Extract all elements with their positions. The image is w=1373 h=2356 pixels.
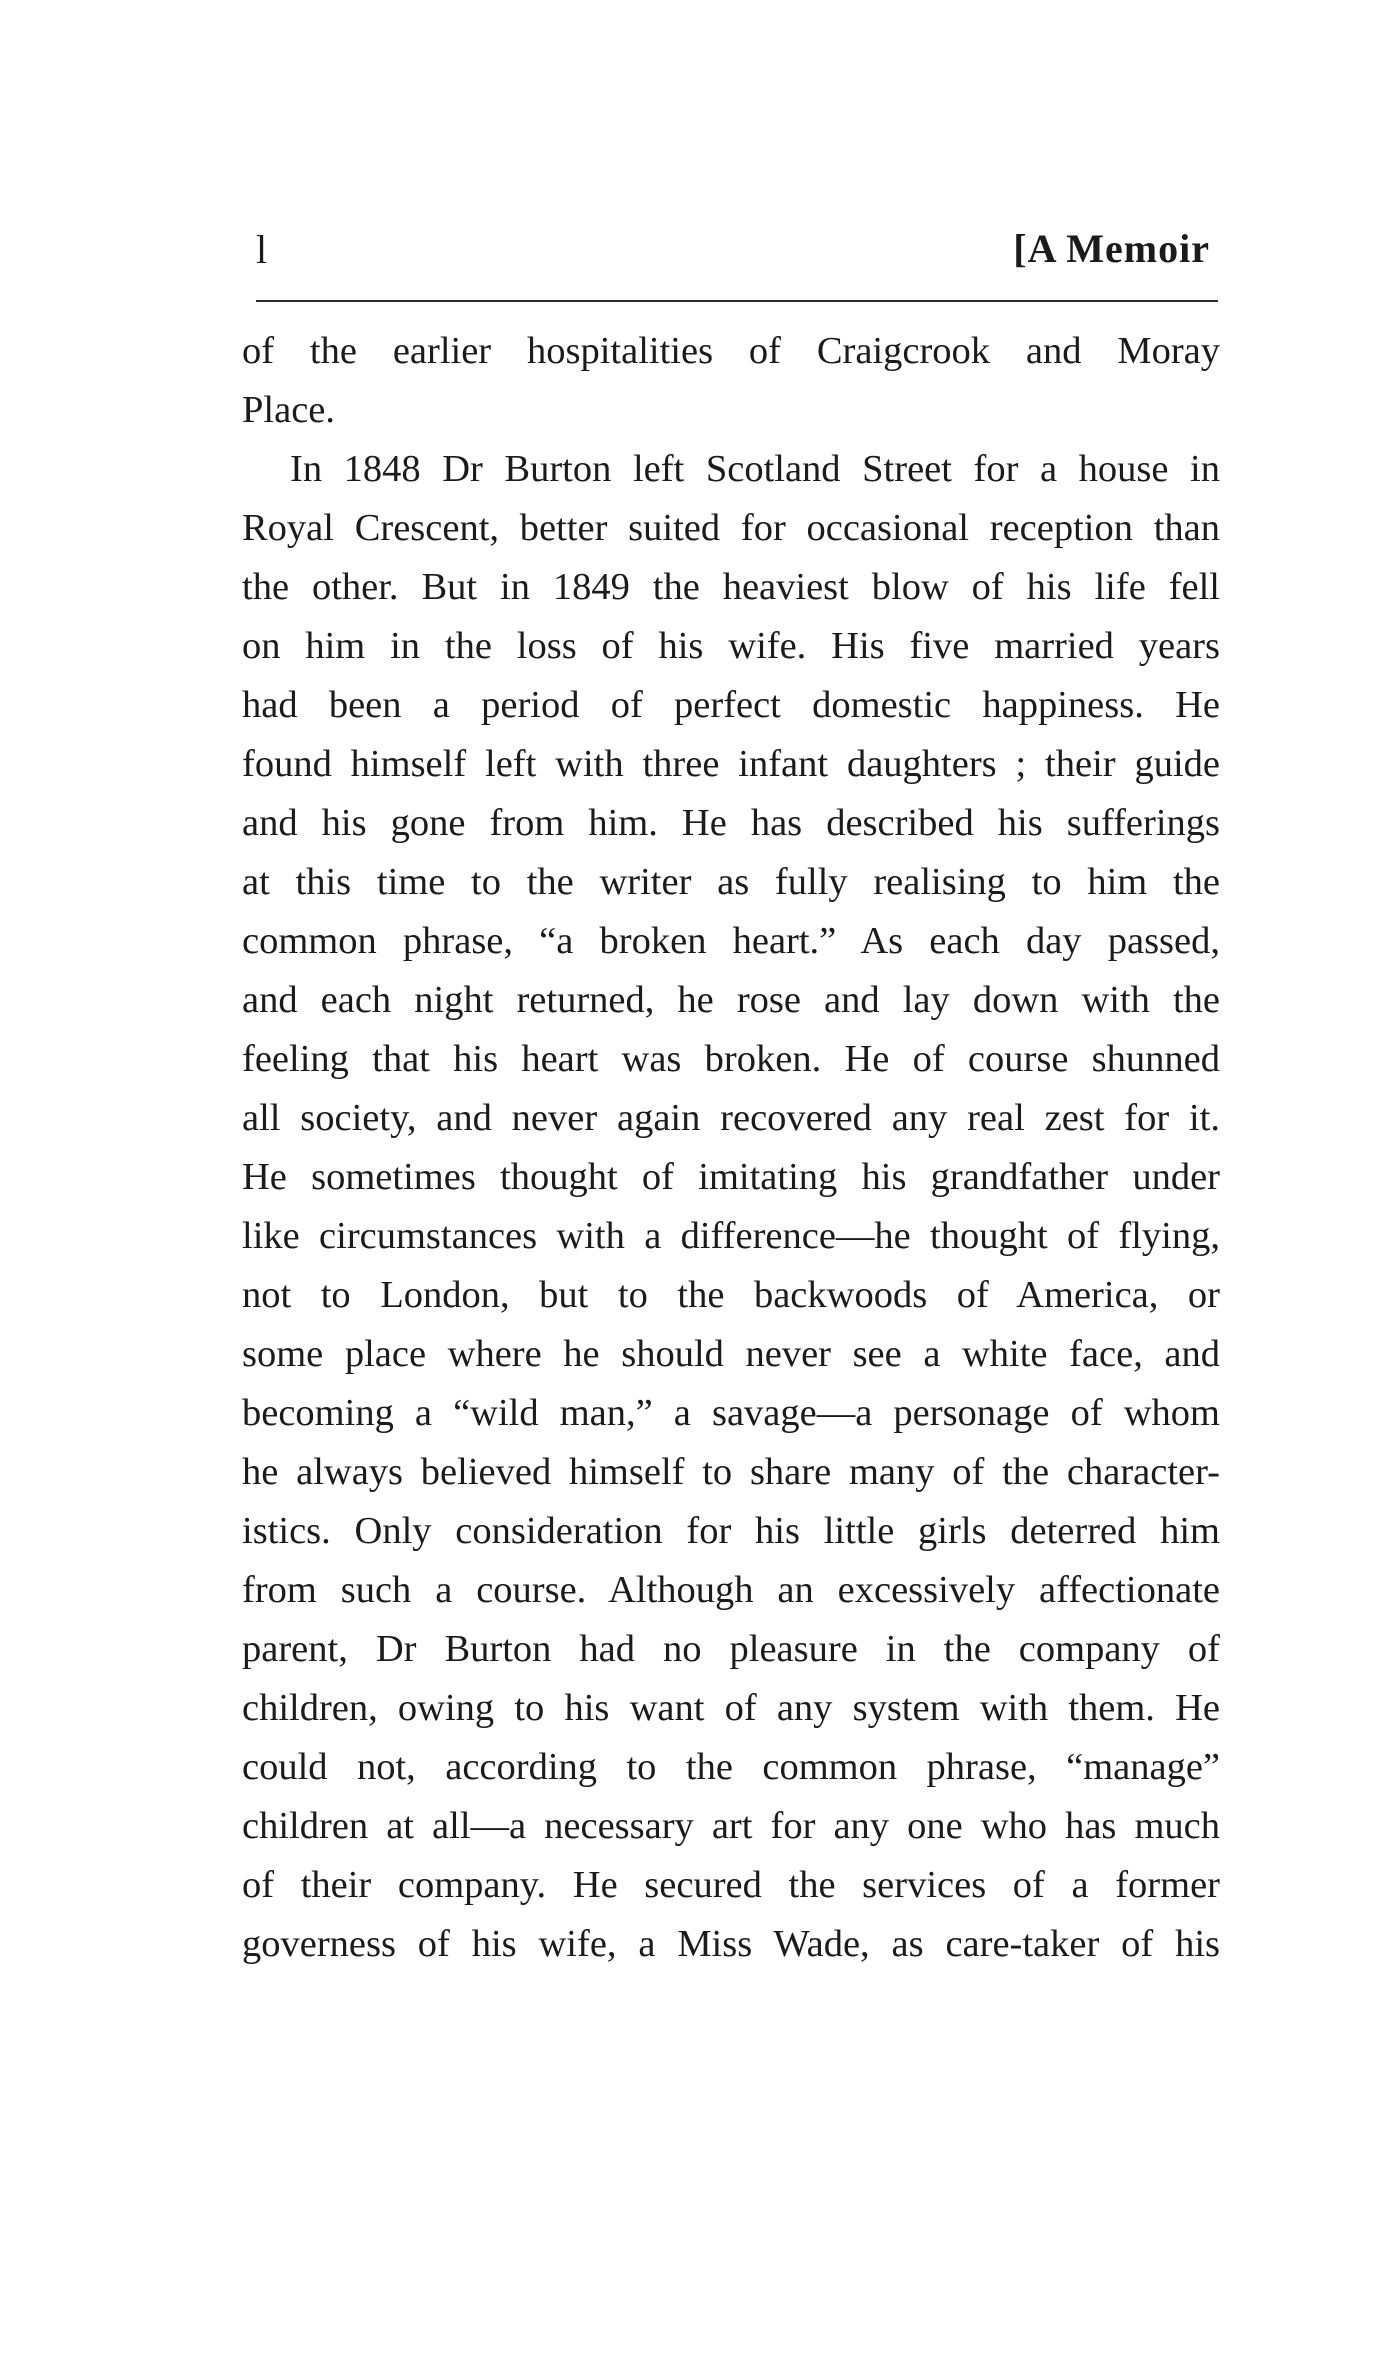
body-text bbox=[242, 322, 1220, 1974]
running-head bbox=[240, 222, 1216, 276]
text-line: at this time to the writer as fully realising to him the bbox=[242, 861, 1220, 903]
text-line: could not, according to the common phrase, “manage” bbox=[242, 1746, 1220, 1788]
text-line: parent, Dr Burton had no pleasure in the company of bbox=[242, 1628, 1220, 1670]
text-line: of the earlier hospitalities of Craigcrook and Moray bbox=[242, 330, 1220, 372]
text-line: he always believed himself to share many of the character- bbox=[242, 1451, 1220, 1493]
text-line: children, owing to his want of any system with them. He bbox=[242, 1687, 1220, 1729]
text-line: istics. Only consideration for his little girls deterred him bbox=[242, 1510, 1220, 1552]
header-rule bbox=[256, 300, 1218, 302]
text-line: Royal Crescent, better suited for occasional reception than bbox=[242, 507, 1220, 549]
text-line: of their company. He secured the services of a former bbox=[242, 1864, 1220, 1906]
text-line: He sometimes thought of imitating his grandfather under bbox=[242, 1156, 1220, 1198]
text-line: and his gone from him. He has described his sufferings bbox=[242, 802, 1220, 844]
text-line: Place. bbox=[242, 389, 335, 431]
text-line: feeling that his heart was broken. He of course shunned bbox=[242, 1038, 1220, 1080]
text-line: from such a course. Although an excessively affectionate bbox=[242, 1569, 1220, 1611]
text-line: all society, and never again recovered any real zest for it. bbox=[242, 1097, 1220, 1139]
text-line: some place where he should never see a white face, and bbox=[242, 1333, 1220, 1375]
text-line: not to London, but to the backwoods of America, or bbox=[242, 1274, 1220, 1316]
text-line: governess of his wife, a Miss Wade, as care-taker of his bbox=[242, 1923, 1220, 1965]
paragraph bbox=[242, 440, 1220, 1974]
text-line: becoming a “wild man,” a savage—a personage of whom bbox=[242, 1392, 1220, 1434]
text-line: like circumstances with a difference—he thought of flying, bbox=[242, 1215, 1220, 1257]
page-number: l bbox=[256, 227, 268, 272]
text-line: and each night returned, he rose and lay down with the bbox=[242, 979, 1220, 1021]
text-line: had been a period of perfect domestic happiness. He bbox=[242, 684, 1220, 726]
text-line: found himself left with three infant daughters ; their guide bbox=[242, 743, 1220, 785]
running-title: [A Memoir bbox=[1013, 226, 1210, 271]
paragraph bbox=[242, 322, 1220, 440]
text-line: on him in the loss of his wife. His five married years bbox=[242, 625, 1220, 667]
text-line: children at all—a necessary art for any one who has much bbox=[242, 1805, 1220, 1847]
text-line: In 1848 Dr Burton left Scotland Street for a house in bbox=[290, 448, 1220, 490]
text-line: the other. But in 1849 the heaviest blow of his life fell bbox=[242, 566, 1220, 608]
text-line: common phrase, “a broken heart.” As each day passed, bbox=[242, 920, 1220, 962]
